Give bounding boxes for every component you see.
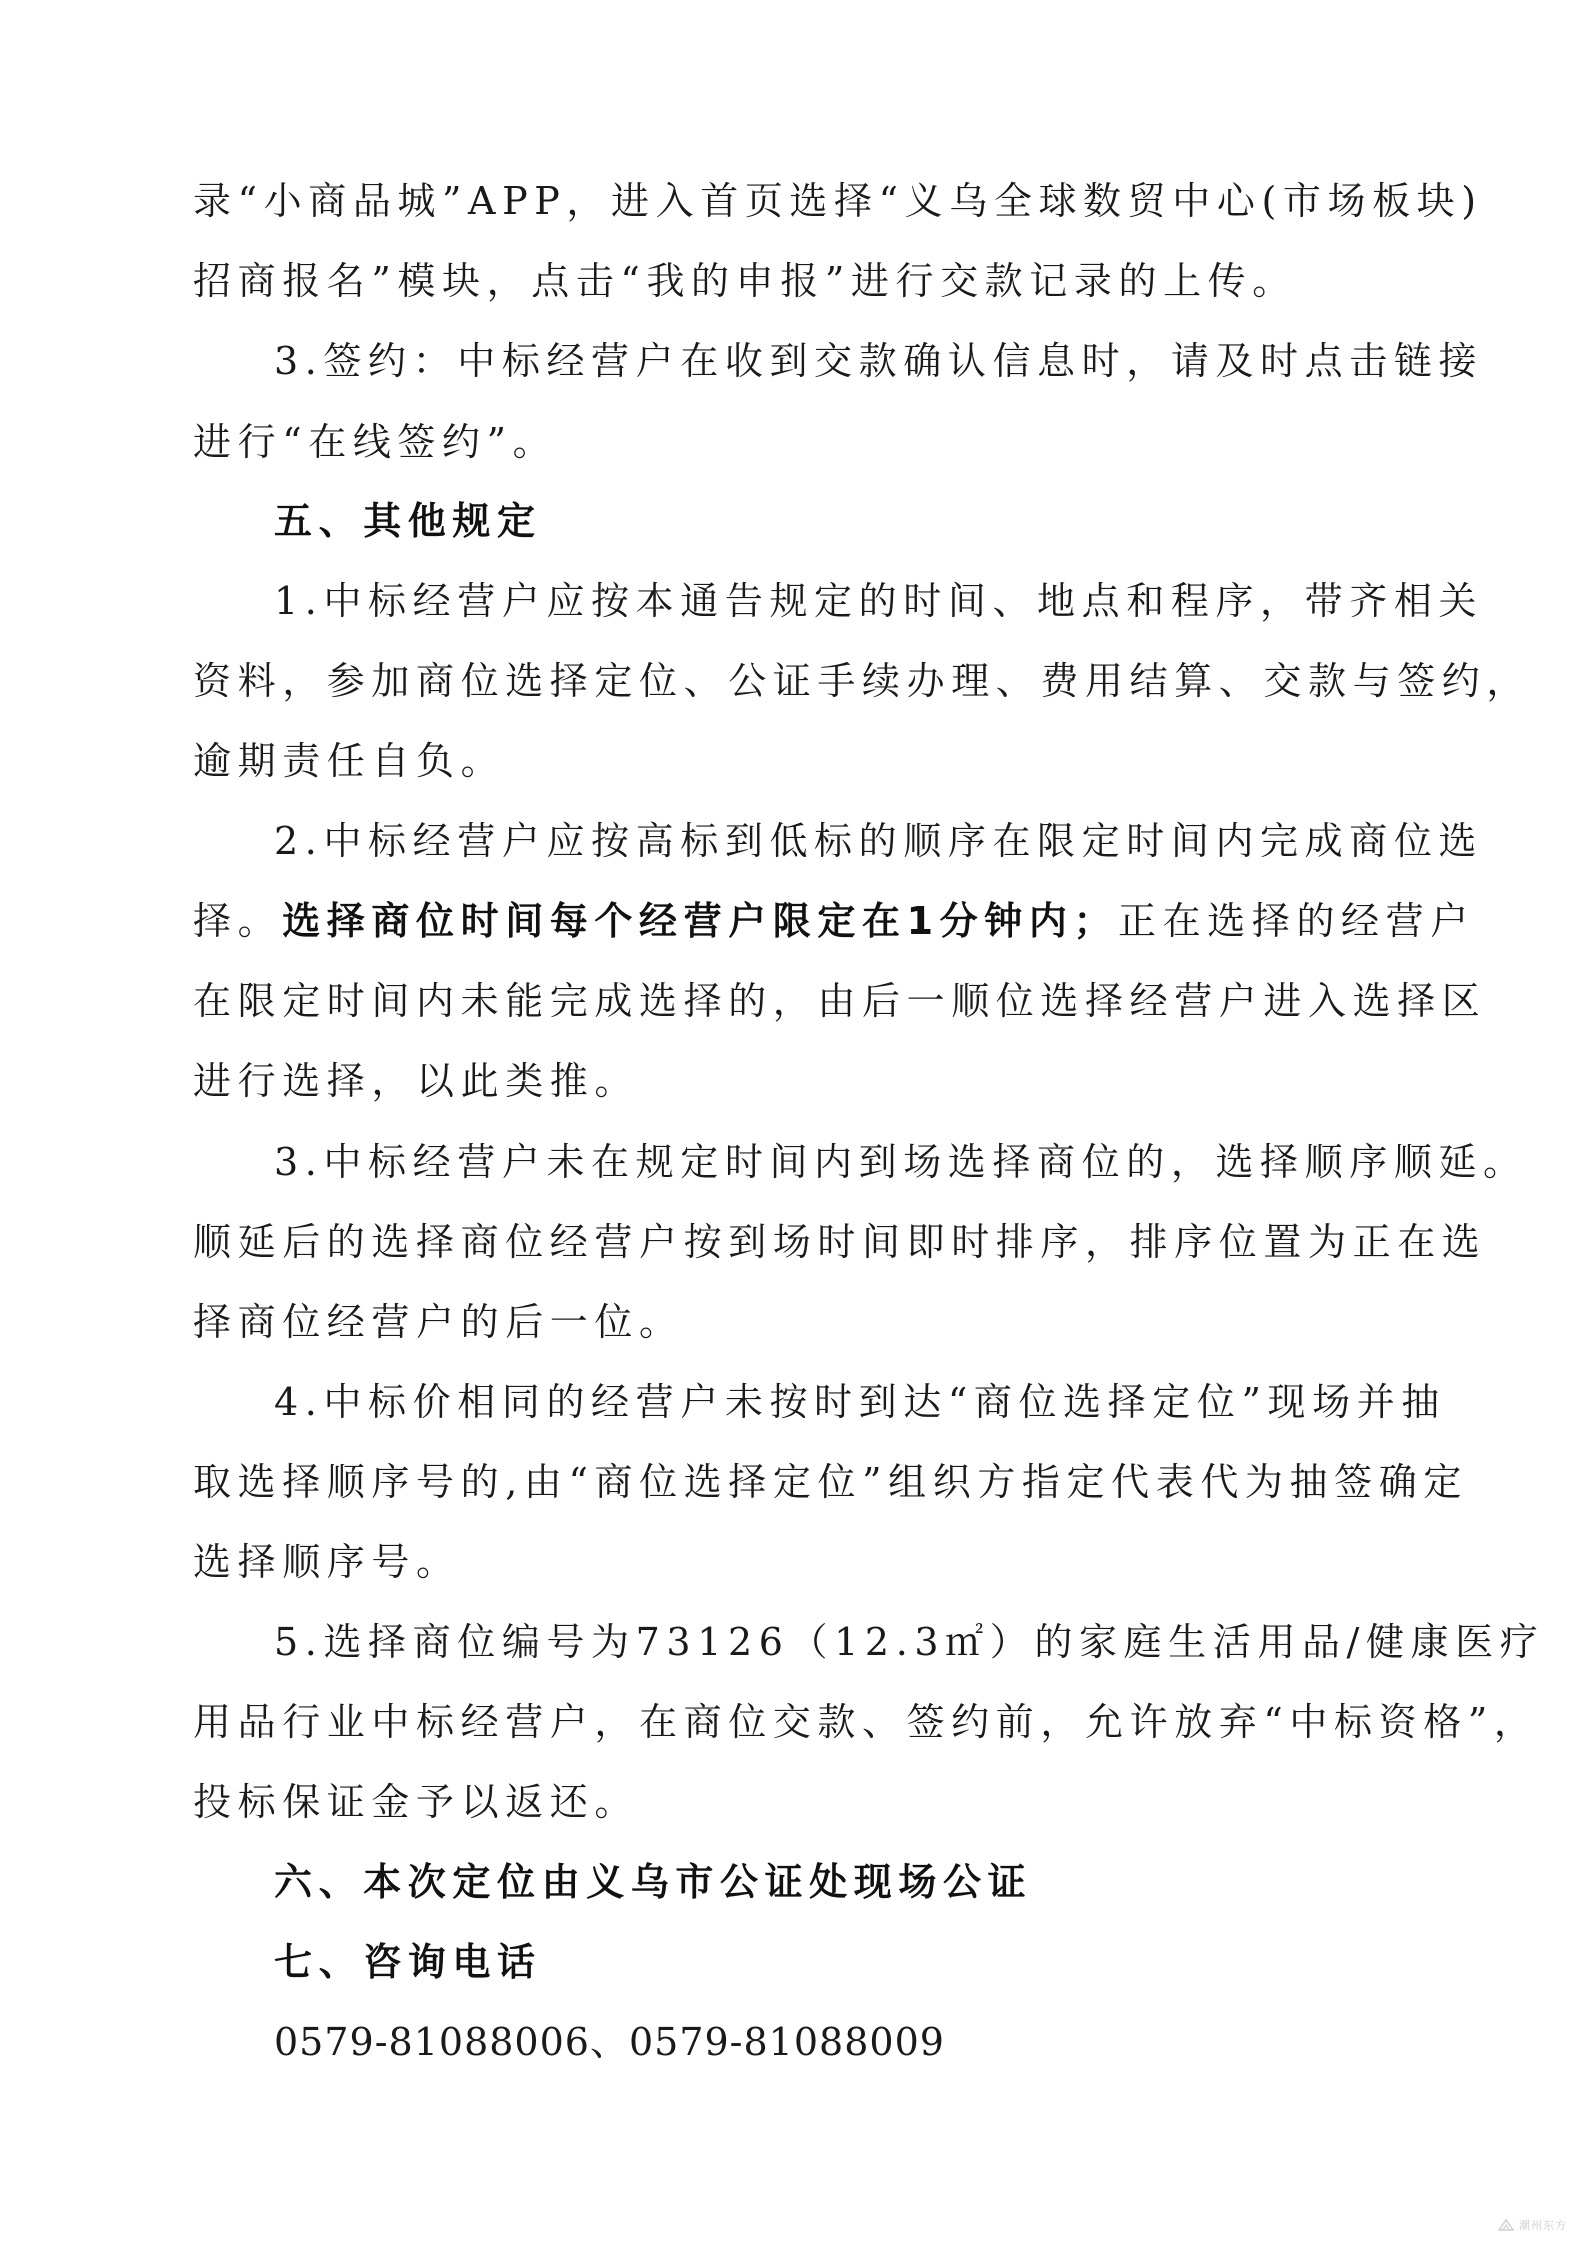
- logo-icon: [1497, 2218, 1515, 2232]
- paragraph-line: 3.签约：中标经营户在收到交款确认信息时，请及时点击链接: [274, 339, 1484, 383]
- paragraph-line: 在限定时间内未能完成选择的，由后一顺位选择经营户进入选择区: [193, 979, 1487, 1023]
- watermark: [1497, 2217, 1567, 2233]
- paragraph-line: 资料，参加商位选择定位、公证手续办理、费用结算、交款与签约，: [193, 659, 1532, 703]
- paragraph-line-mixed: [193, 899, 1475, 943]
- paragraph-line: 选择顺序号。: [193, 1540, 461, 1584]
- emphasized-text: 选择商位时间每个经营户限定在1分钟内；: [282, 899, 1119, 943]
- paragraph-line: 3.中标经营户未在规定时间内到场选择商位的，选择顺序顺延。: [274, 1140, 1528, 1184]
- section-heading: 五、其他规定: [274, 499, 542, 543]
- paragraph-line: 进行“在线签约”。: [193, 420, 558, 464]
- paragraph-line: 逾期责任自负。: [193, 739, 506, 783]
- text-segment: 正在选择的经营户: [1118, 899, 1475, 943]
- paragraph-line: 顺延后的选择商位经营户按到场时间即时排序，排序位置为正在选: [193, 1220, 1487, 1264]
- phone-numbers: 0579-81088006、0579-81088009: [274, 2020, 945, 2064]
- paragraph-line: 择商位经营户的后一位。: [193, 1300, 684, 1344]
- paragraph-line: 录“小商品城”APP，进入首页选择“义乌全球数贸中心(市场板块): [193, 179, 1483, 223]
- paragraph-line: 招商报名”模块，点击“我的申报”进行交款记录的上传。: [193, 259, 1297, 303]
- paragraph-line: 5.选择商位编号为73126（12.3㎡）的家庭生活用品/健康医疗: [274, 1620, 1545, 1664]
- section-heading: 六、本次定位由义乌市公证处现场公证: [274, 1860, 1033, 1904]
- paragraph-line: 用品行业中标经营户，在商位交款、签约前，允许放弃“中标资格”，: [193, 1700, 1539, 1744]
- watermark-text: 潮州东方: [1519, 2219, 1567, 2232]
- paragraph-line: 1.中标经营户应按本通告规定的时间、地点和程序，带齐相关: [274, 579, 1484, 623]
- section-heading: 七、咨询电话: [274, 1940, 542, 1984]
- text-segment: 择。: [193, 899, 283, 943]
- paragraph-line: 进行选择，以此类推。: [193, 1059, 640, 1103]
- paragraph-line: 4.中标价相同的经营户未按时到达“商位选择定位”现场并抽: [274, 1380, 1446, 1424]
- paragraph-line: 投标保证金予以返还。: [193, 1780, 640, 1824]
- paragraph-line: 2.中标经营户应按高标到低标的顺序在限定时间内完成商位选: [274, 819, 1484, 863]
- paragraph-line: 取选择顺序号的,由“商位选择定位”组织方指定代表代为抽签确定: [193, 1460, 1468, 1504]
